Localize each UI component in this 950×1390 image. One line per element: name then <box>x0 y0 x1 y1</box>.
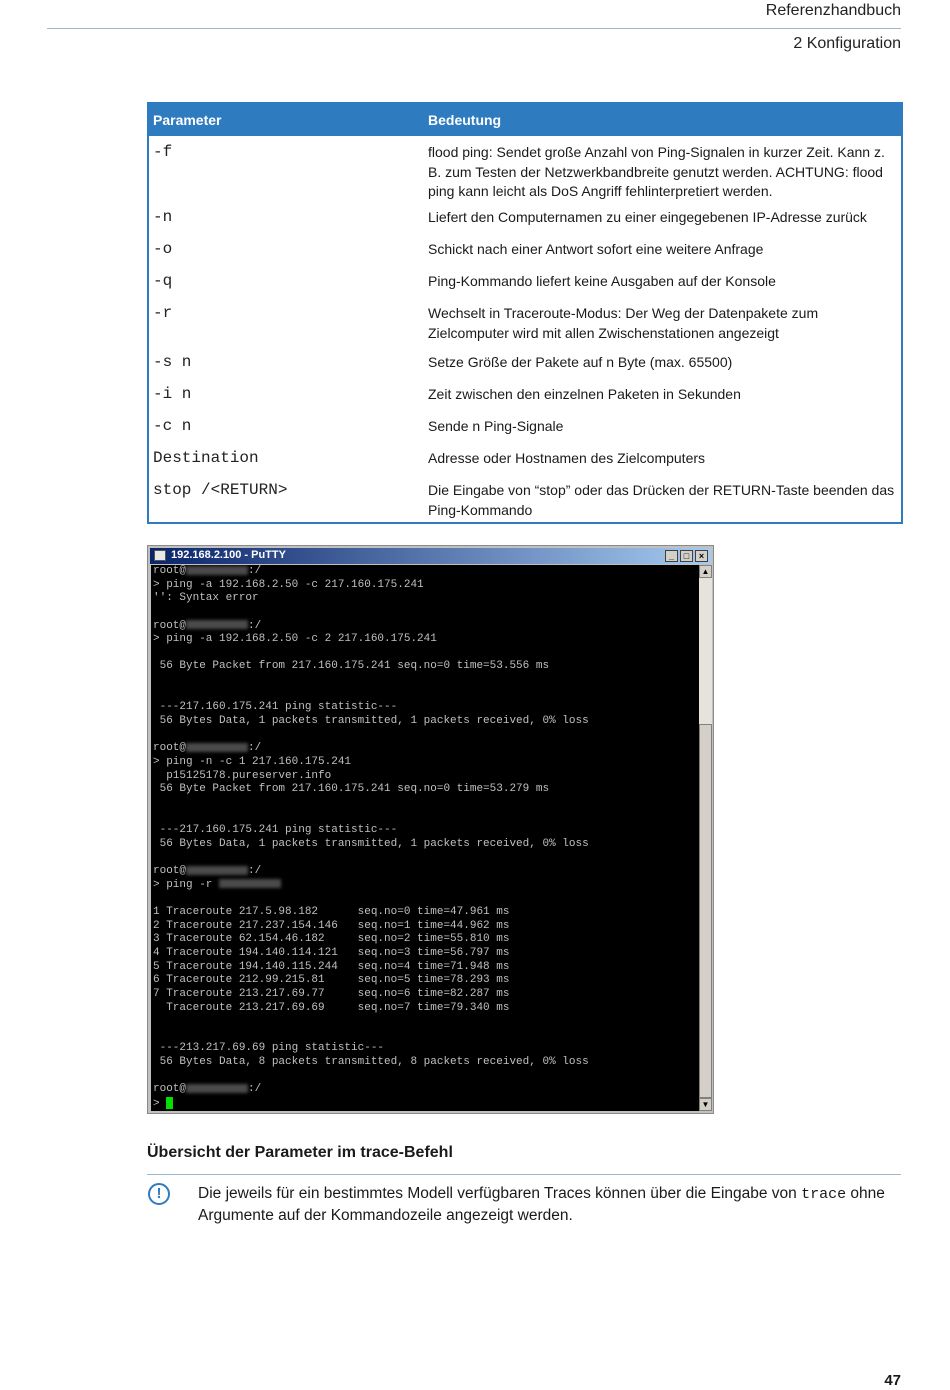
desc-cell: Setze Größe der Pakete auf n Byte (max. 65500) <box>428 354 733 370</box>
terminal-line-text: 3 Traceroute 62.154.46.182 seq.no=2 time=55.810 ms <box>153 933 510 946</box>
terminal-line <box>151 961 699 975</box>
terminal-line <box>151 579 699 593</box>
terminal-line-text: '': Syntax error <box>153 592 259 605</box>
terminal-line <box>151 974 699 988</box>
section-heading: Übersicht der Parameter im trace-Befehl <box>147 1144 453 1161</box>
terminal-line-text: ---213.217.69.69 ping statistic--- <box>153 1042 385 1055</box>
terminal-line-text: > ping -a 192.168.2.50 -c 217.160.175.241 <box>153 578 424 591</box>
redacted-hostname <box>186 566 248 575</box>
table-header <box>149 104 901 136</box>
terminal-line-text: 5 Traceroute 194.140.115.244 seq.no=4 time=71.948 ms <box>153 960 510 973</box>
terminal-line <box>151 633 699 647</box>
minimize-button[interactable]: _ <box>665 550 678 562</box>
terminal-output[interactable] <box>151 565 699 1111</box>
maximize-button[interactable]: □ <box>680 550 693 562</box>
terminal-line <box>151 620 699 634</box>
desc-cell: Liefert den Computernamen zu einer eingegebenen IP-Adresse zurück <box>428 209 867 225</box>
note-code: trace <box>801 1186 847 1203</box>
terminal-line <box>151 715 699 729</box>
terminal-line-text: 56 Bytes Data, 8 packets transmitted, 8 packets received, 0% loss <box>153 1056 589 1069</box>
terminal-line <box>151 742 699 756</box>
param-cell: -r <box>153 304 173 322</box>
param-cell: -i n <box>153 385 192 403</box>
param-cell: -q <box>153 272 173 290</box>
desc-cell: Die Eingabe von “stop” oder das Drücken der RETURN-Taste beenden das Ping-Kommando <box>428 482 895 518</box>
terminal-line-text: 56 Bytes Data, 1 packets transmitted, 1 packets received, 0% loss <box>153 715 589 728</box>
terminal-line-text: > ping -n -c 1 217.160.175.241 <box>153 755 352 768</box>
terminal-line <box>151 770 699 784</box>
terminal-line <box>151 988 699 1002</box>
terminal-line <box>151 920 699 934</box>
terminal-line-text: 56 Byte Packet from 217.160.175.241 seq.no=0 time=53.556 ms <box>153 660 550 673</box>
terminal-line <box>151 565 699 579</box>
header-rule <box>47 28 901 29</box>
column-header-parameter: Parameter <box>153 112 222 128</box>
terminal-line <box>151 838 699 852</box>
section-rule <box>147 1174 901 1175</box>
param-cell: -n <box>153 208 173 226</box>
terminal-line-text: Traceroute 213.217.69.69 seq.no=7 time=79.340 ms <box>153 1001 510 1014</box>
close-button[interactable]: × <box>695 550 708 562</box>
redacted-hostname <box>186 1084 248 1093</box>
terminal-line <box>151 1002 699 1016</box>
param-cell: -s n <box>153 353 192 371</box>
terminal-line <box>151 756 699 770</box>
terminal-line <box>151 1042 699 1056</box>
redacted-hostname <box>186 620 248 629</box>
note-text-after: ohne Argumente auf der Kommandozeile angezeigt werden. <box>198 1185 885 1224</box>
terminal-line-text: 7 Traceroute 213.217.69.77 seq.no=6 time=82.287 ms <box>153 987 510 1000</box>
terminal-line-text: 2 Traceroute 217.237.154.146 seq.no=1 time=44.962 ms <box>153 919 510 932</box>
terminal-line-text: 56 Bytes Data, 1 packets transmitted, 1 packets received, 0% loss <box>153 837 589 850</box>
terminal-line-text: 6 Traceroute 212.99.215.81 seq.no=5 time=78.293 ms <box>153 974 510 987</box>
terminal-line-text: > ping -a 192.168.2.50 -c 2 217.160.175.241 <box>153 633 437 646</box>
parameter-table <box>147 102 903 524</box>
info-exclamation-icon: ! <box>148 1183 170 1205</box>
terminal-line-text: 4 Traceroute 194.140.114.121 seq.no=3 time=56.797 ms <box>153 946 510 959</box>
scroll-down-arrow-icon[interactable]: ▼ <box>699 1098 712 1111</box>
desc-cell: Schickt nach einer Antwort sofort eine weitere Anfrage <box>428 241 764 257</box>
terminal-line-text: root@ <box>153 742 187 755</box>
header-title: Referenzhandbuch <box>765 2 901 19</box>
terminal-line-text: root@ <box>153 565 187 577</box>
column-header-bedeutung: Bedeutung <box>428 112 502 128</box>
terminal-line <box>151 1097 699 1111</box>
terminal-line-text: p15125178.pureserver.info <box>153 769 332 782</box>
terminal-line <box>151 783 699 797</box>
terminal-line <box>151 592 699 606</box>
note-text-before: Die jeweils für ein bestimmtes Modell verfügbaren Traces können über die Eingabe von <box>198 1185 802 1202</box>
param-cell: -o <box>153 240 173 258</box>
terminal-line <box>151 647 699 661</box>
terminal-line <box>151 892 699 906</box>
desc-cell: Zeit zwischen den einzelnen Paketen in Sekunden <box>428 386 741 402</box>
desc-cell: Ping-Kommando liefert keine Ausgaben auf der Konsole <box>428 273 776 289</box>
terminal-line <box>151 1056 699 1070</box>
putty-app-icon <box>154 550 166 561</box>
putty-titlebar[interactable] <box>150 548 711 564</box>
terminal-line-suffix: :/ <box>248 619 262 632</box>
terminal-line <box>151 933 699 947</box>
terminal-line <box>151 797 699 811</box>
terminal-line <box>151 1029 699 1043</box>
terminal-scrollbar[interactable] <box>699 565 712 1111</box>
terminal-line <box>151 674 699 688</box>
desc-cell: flood ping: Sendet große Anzahl von Ping-Signalen in kurzer Zeit. Kann z. B. zum Testen der Netzwerkbandbreite genutzt werden. ACHTUNG: flood ping kann leicht als DoS Angriff fehlinterpretiert werden. <box>428 144 885 199</box>
terminal-line-text: ---217.160.175.241 ping statistic--- <box>153 701 398 714</box>
desc-cell: Sende n Ping-Signale <box>428 418 564 434</box>
page-number: 47 <box>884 1372 901 1389</box>
terminal-line-suffix: :/ <box>248 1083 262 1096</box>
terminal-line <box>151 701 699 715</box>
redacted-hostname <box>186 743 248 752</box>
terminal-line-suffix: :/ <box>248 742 262 755</box>
terminal-line-suffix: :/ <box>248 565 262 577</box>
param-cell: -c n <box>153 417 192 435</box>
note-paragraph <box>198 1183 903 1226</box>
terminal-line-text: root@ <box>153 1083 187 1096</box>
terminal-line-text: 56 Byte Packet from 217.160.175.241 seq.no=0 time=53.279 ms <box>153 783 550 796</box>
desc-cell: Adresse oder Hostnamen des Zielcomputers <box>428 450 706 466</box>
param-cell: stop /<RETURN> <box>153 481 288 499</box>
terminal-line-text: > <box>153 1097 167 1110</box>
terminal-line-text: > ping -r <box>153 878 220 891</box>
terminal-line <box>151 688 699 702</box>
terminal-line-text: 1 Traceroute 217.5.98.182 seq.no=0 time=47.961 ms <box>153 906 510 919</box>
terminal-cursor <box>166 1097 173 1109</box>
terminal-line-text: root@ <box>153 865 187 878</box>
terminal-line <box>151 606 699 620</box>
putty-window <box>147 545 714 1114</box>
terminal-line <box>151 660 699 674</box>
terminal-line-suffix: :/ <box>248 865 262 878</box>
terminal-line <box>151 906 699 920</box>
terminal-line <box>151 865 699 879</box>
param-cell: -f <box>153 143 173 161</box>
redacted-hostname <box>219 879 281 888</box>
terminal-line <box>151 947 699 961</box>
header-section: 2 Konfiguration <box>793 35 901 52</box>
terminal-line <box>151 1083 699 1097</box>
terminal-line <box>151 879 699 893</box>
scroll-up-arrow-icon[interactable]: ▲ <box>699 565 712 578</box>
terminal-line-text: ---217.160.175.241 ping statistic--- <box>153 824 398 837</box>
redacted-hostname <box>186 866 248 875</box>
scrollbar-thumb[interactable] <box>699 724 712 1098</box>
putty-window-title: 192.168.2.100 - PuTTY <box>171 549 286 561</box>
param-cell: Destination <box>153 449 259 467</box>
terminal-line <box>151 1015 699 1029</box>
terminal-line-text: root@ <box>153 619 187 632</box>
terminal-line <box>151 1070 699 1084</box>
terminal-line <box>151 824 699 838</box>
terminal-line <box>151 851 699 865</box>
desc-cell: Wechselt in Traceroute-Modus: Der Weg der Datenpakete zum Zielcomputer wird mit allen Zwischenstationen angezeigt <box>428 305 819 341</box>
terminal-line <box>151 729 699 743</box>
terminal-line <box>151 811 699 825</box>
